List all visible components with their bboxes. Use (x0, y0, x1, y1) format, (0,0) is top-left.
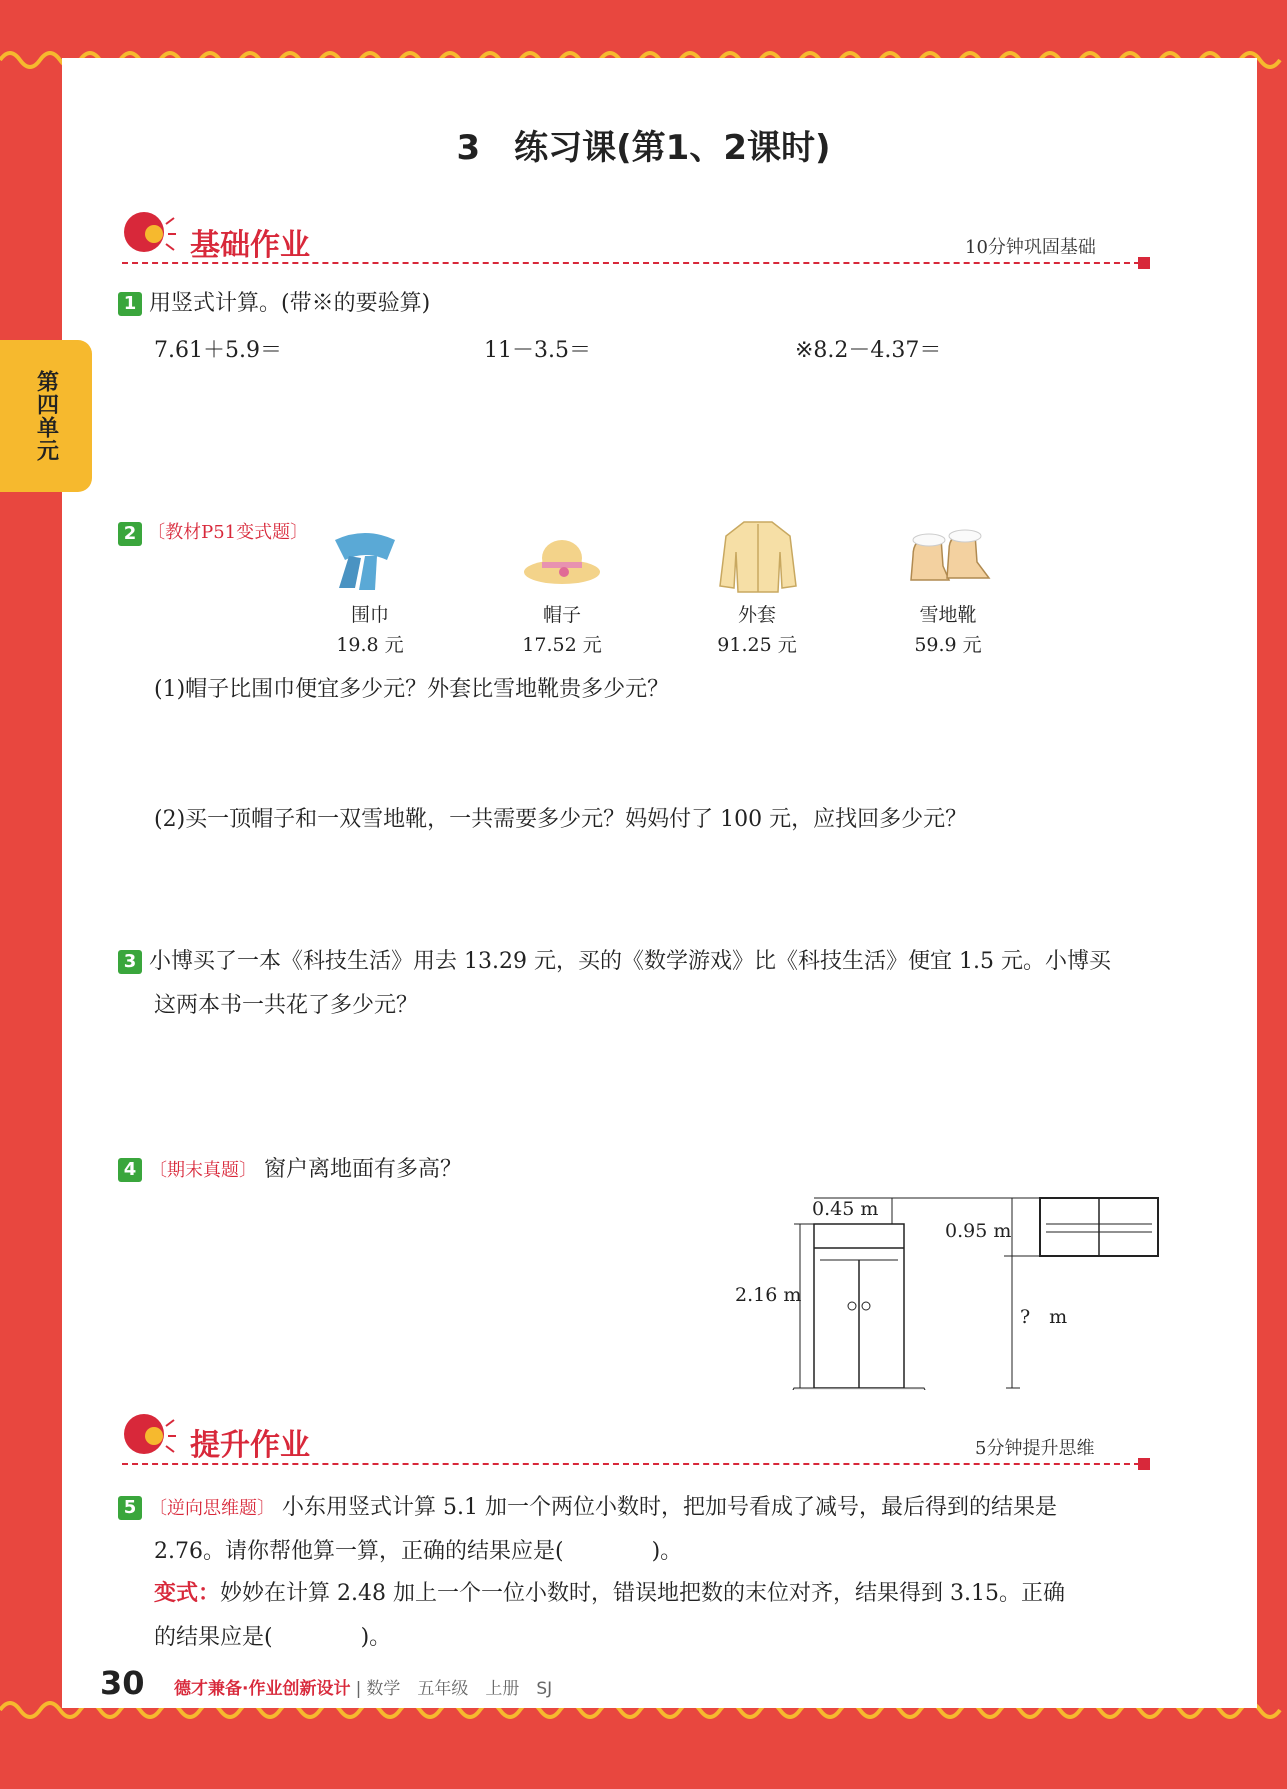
variant-question (154, 1576, 1065, 1607)
question-text: 窗户离地面有多高？ (264, 1157, 463, 1182)
footer-info (174, 1674, 552, 1699)
divider-end-marker (1138, 257, 1150, 269)
section-divider (122, 1463, 1140, 1465)
hat-icon (520, 532, 604, 592)
window-height-label: 0.95 m (945, 1220, 1012, 1242)
question-number: 1 (118, 292, 142, 316)
question-4 (118, 1152, 462, 1183)
unknown-height-label: ? m (1020, 1306, 1068, 1328)
product-name: 围巾 (350, 604, 389, 626)
section-note-advanced: 5分钟提升思维 (975, 1438, 1095, 1459)
product-price: 91.25 元 (717, 634, 797, 656)
section-note-basic: 10分钟巩固基础 (965, 237, 1096, 258)
section-title-basic: 基础作业 (190, 228, 310, 263)
calc-item-1: 7.61＋5.9＝ (154, 338, 282, 363)
calc-item-3: ※8.2－4.37＝ (795, 338, 942, 363)
sub-question-1: (1)帽子比围巾便宜多少元？外套比雪地靴贵多少元？ (154, 677, 670, 702)
top-gap-label: 0.45 m (812, 1198, 879, 1220)
snow-boots-icon (905, 526, 993, 596)
sub-question-2: (2)买一顶帽子和一双雪地靴，一共需要多少元？妈妈付了 100 元，应找回多少元？ (154, 807, 968, 832)
footer-separator: | (355, 1679, 362, 1699)
question-number: 5 (118, 1496, 142, 1520)
question-text-cont: 这两本书一共花了多少元？ (154, 993, 419, 1018)
page-number: 30 (100, 1664, 145, 1702)
product-price: 59.9 元 (914, 634, 982, 656)
bell-icon (118, 1410, 176, 1462)
unit-side-tab (0, 340, 92, 492)
question-1 (118, 286, 430, 317)
question-number: 3 (118, 950, 142, 974)
cabinet-height-label: 2.16 m (735, 1284, 802, 1306)
question-text: 用竖式计算。(带※的要验算) (149, 291, 431, 316)
product-price: 19.8 元 (336, 634, 404, 656)
question-tag: 〔逆向思维题〕 (149, 1498, 275, 1519)
scarf-icon (325, 526, 405, 596)
product-name: 帽子 (542, 604, 581, 626)
question-tag: 〔教材P51变式题〕 (147, 522, 309, 543)
product-price: 17.52 元 (522, 634, 602, 656)
question-5 (118, 1490, 1057, 1521)
question-tag: 〔期末真题〕 (149, 1160, 257, 1181)
variant-label: 变式： (154, 1581, 221, 1606)
divider-end-marker (1138, 1458, 1150, 1470)
question-number: 4 (118, 1158, 142, 1182)
calc-item-2: 11－3.5＝ (484, 338, 591, 363)
question-text-cont: 2.76。请你帮他算一算，正确的结果应是( )。 (154, 1539, 683, 1564)
question-3 (118, 944, 1111, 975)
variant-text: 妙妙在计算 2.48 加上一个一位小数时，错误地把数的末位对齐，结果得到 3.15。正确 (220, 1581, 1065, 1606)
section-divider (122, 262, 1140, 264)
question-2 (118, 518, 308, 546)
footer-subject: 数学 五年级 上册 SJ (366, 1679, 553, 1699)
unit-side-tab-label: 第四单元 (33, 370, 59, 462)
product-name: 外套 (737, 604, 776, 626)
page-title: 3 练习课(第1、2课时) (456, 128, 831, 168)
question-number: 2 (118, 522, 142, 546)
book-title: 德才兼备·作业创新设计 (174, 1679, 351, 1699)
question-text: 小博买了一本《科技生活》用去 13.29 元，买的《数学游戏》比《科技生活》便宜 1.5 元。小博买 (149, 949, 1111, 974)
variant-text-cont: 的结果应是( )。 (154, 1625, 392, 1650)
jacket-icon (718, 516, 798, 596)
question-text: 小东用竖式计算 5.1 加一个两位小数时，把加号看成了减号，最后得到的结果是 (282, 1495, 1057, 1520)
section-title-advanced: 提升作业 (190, 1428, 310, 1463)
bell-icon (118, 208, 176, 260)
product-name: 雪地靴 (919, 604, 977, 626)
